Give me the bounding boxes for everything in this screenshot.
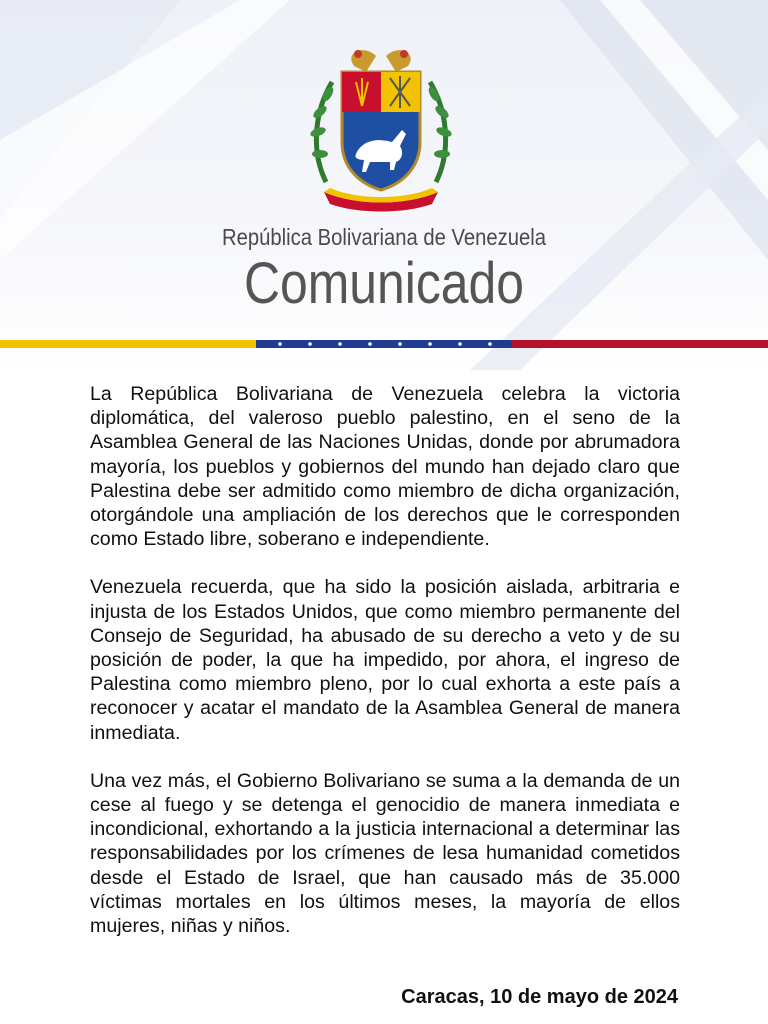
letterhead [0, 0, 768, 372]
paragraph-2: Venezuela recuerda, que ha sido la posición aislada, arbitraria e injusta de los Estados Unidos, que como miembro permanente del Consejo de Seguridad, ha abusado de su derecho a veto y de su posición de poder, la que ha impedido, por ahora, el ingreso de Palestina como miembro pleno, por lo cual exhorta a este país a reconocer y acatar el mandato de la Asamblea General de manera inmediata. [90, 576, 680, 744]
flag-tricolor-bar [0, 338, 768, 350]
page-title: Comunicado [243, 251, 525, 316]
paragraph-1: La República Bolivariana de Venezuela celebra la victoria diplomática, del valeroso pueblo palestino, en el seno de la Asamblea General de las Naciones Unidas, donde por abrumadora mayoría, los pueblos y gobiernos del mundo han dejado claro que Palestina debe ser admitido como miembro de dicha organización, otorgándole una ampliación de los derechos que le corresponden como Estado libre, soberano e independiente. [90, 383, 680, 551]
place-and-date: Caracas, 10 de mayo de 2024 [401, 986, 678, 1008]
communique-body [90, 382, 680, 962]
venezuela-coat-of-arms-icon [306, 42, 456, 214]
header-subtitle: República Bolivariana de Venezuela [221, 224, 547, 250]
paragraph-3: Una vez más, el Gobierno Bolivariano se suma a la demanda de un cese al fuego y se detenga el genocidio de manera inmediata e incondicional, exhortando a la justicia internacional a determinar las responsabilidades por los crímenes de lesa humanidad cometidos desde el Estado de Israel, que han causado más de 35.000 víctimas mortales en los últimos meses, la mayoría de ellos mujeres, niñas y niños. [90, 769, 680, 938]
